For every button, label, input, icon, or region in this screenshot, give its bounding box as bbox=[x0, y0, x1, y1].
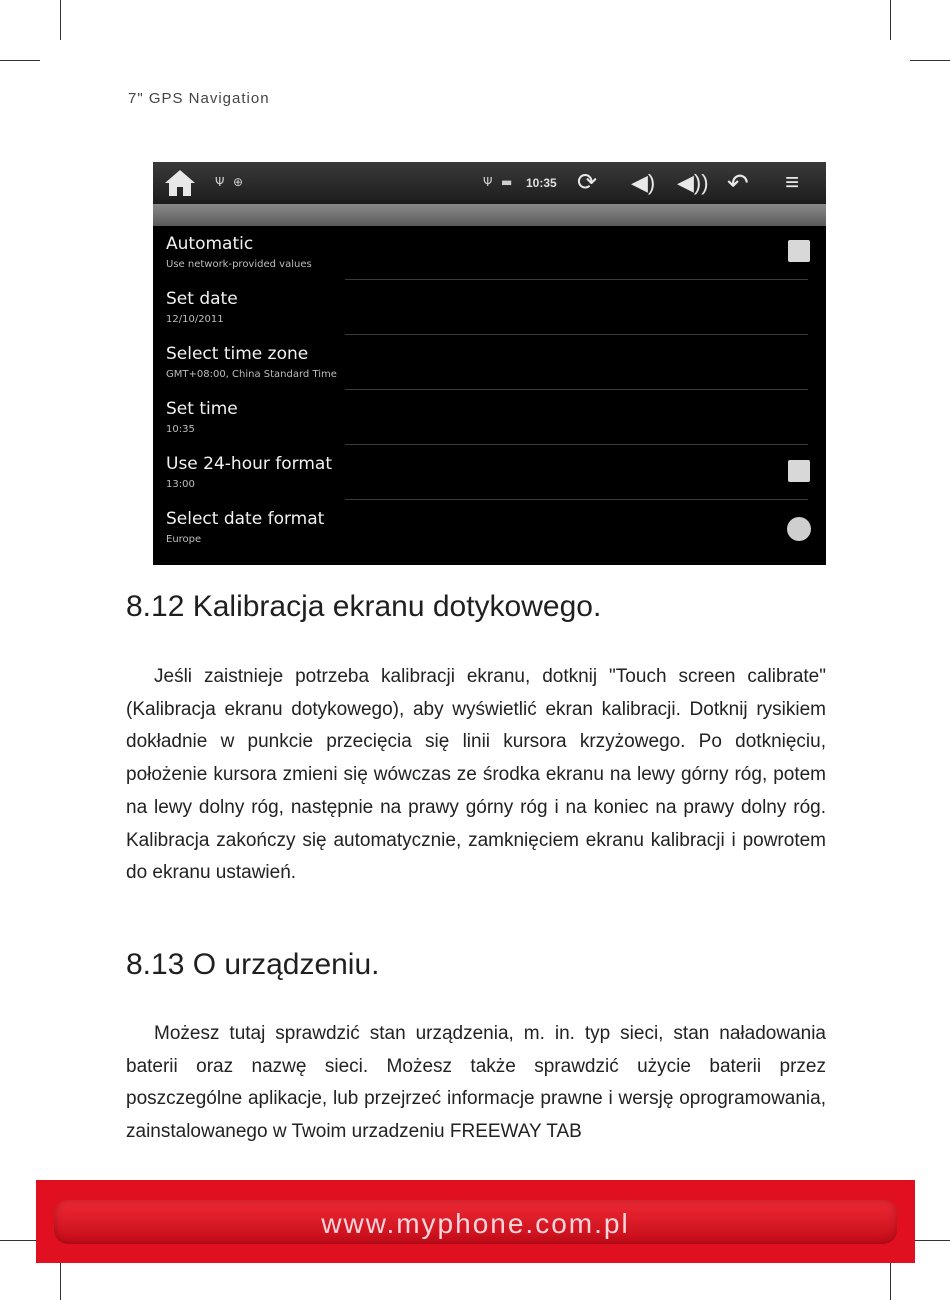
usb-icon: ⊕ bbox=[233, 175, 244, 189]
setting-title: Select time zone bbox=[166, 344, 309, 364]
setting-subtitle: 12/10/2011 bbox=[166, 314, 224, 325]
settings-row[interactable] bbox=[153, 336, 826, 390]
settings-row[interactable] bbox=[153, 391, 826, 445]
setting-title: Automatic bbox=[166, 234, 254, 254]
menu-icon[interactable]: ≡ bbox=[785, 169, 800, 196]
row-divider bbox=[345, 444, 808, 445]
setting-radio[interactable] bbox=[787, 517, 811, 541]
setting-title: Set date bbox=[166, 289, 238, 309]
volume-up-icon[interactable]: ◀)) bbox=[677, 170, 709, 195]
row-divider bbox=[345, 334, 808, 335]
section-heading-8-12: 8.12 Kalibracja ekranu dotykowego. bbox=[126, 590, 602, 623]
settings-row[interactable] bbox=[153, 501, 826, 555]
setting-checkbox[interactable] bbox=[788, 240, 810, 262]
signal-icon: Ψ bbox=[215, 175, 225, 189]
setting-title: Select date format bbox=[166, 509, 325, 529]
crop-mark bbox=[890, 0, 891, 40]
crop-mark bbox=[910, 60, 950, 61]
settings-row[interactable] bbox=[153, 281, 826, 335]
crop-mark bbox=[910, 1240, 950, 1241]
page-header: 7" GPS Navigation bbox=[128, 90, 270, 107]
status-time: 10:35 bbox=[526, 176, 557, 190]
row-divider bbox=[345, 279, 808, 280]
crop-mark bbox=[890, 1262, 891, 1300]
setting-subtitle: GMT+08:00, China Standard Time bbox=[166, 369, 337, 380]
setting-subtitle: Europe bbox=[166, 534, 202, 545]
setting-title: Use 24-hour format bbox=[166, 454, 332, 474]
wifi-icon: Ψ bbox=[483, 175, 493, 189]
settings-row[interactable] bbox=[153, 226, 826, 280]
paragraph-text: Możesz tutaj sprawdzić stan urządzenia, m. in. typ sieci, stan naładowania baterii oraz nazwę sieci. Możesz także sprawdzić użycie baterii przez poszczególne aplikacje, lub przejrzeć informacje prawne i wersję oprogramowania, zainstalowanego w Twoim urzadzeniu FREEWAY TAB bbox=[126, 1023, 826, 1143]
home-icon[interactable] bbox=[163, 168, 197, 204]
refresh-icon[interactable]: ⟳ bbox=[577, 169, 598, 196]
crop-mark bbox=[60, 1262, 61, 1300]
setting-checkbox[interactable] bbox=[788, 460, 810, 482]
settings-title-strip bbox=[153, 204, 826, 226]
status-bar bbox=[153, 162, 826, 204]
footer-pill bbox=[54, 1200, 897, 1244]
footer-url[interactable]: www.myphone.com.pl bbox=[321, 1208, 630, 1239]
setting-subtitle: 10:35 bbox=[166, 424, 195, 435]
crop-mark bbox=[60, 0, 61, 40]
crop-mark bbox=[0, 60, 40, 61]
device-screenshot bbox=[153, 162, 826, 565]
back-icon[interactable]: ↶ bbox=[727, 168, 749, 198]
volume-down-icon[interactable]: ◀) bbox=[631, 170, 656, 195]
section-heading-8-13: 8.13 O urządzeniu. bbox=[126, 948, 380, 981]
battery-icon: ▬ bbox=[501, 175, 513, 189]
footer-banner bbox=[36, 1180, 915, 1263]
setting-subtitle: 13:00 bbox=[166, 479, 195, 490]
section-paragraph-8-12 bbox=[126, 661, 826, 890]
crop-mark bbox=[0, 1240, 40, 1241]
settings-row[interactable] bbox=[153, 446, 826, 500]
paragraph-text: Jeśli zaistnieje potrzeba kalibracji ekranu, dotknij "Touch screen calibrate" (Kalibracja ekranu dotykowego), aby wyświetlić ekran kalibracji. Dotknij rysikiem dokładnie w punkcie przecięcia się linii kursora krzyżowego. Po dotknięciu, położenie kursora zmieni się wówczas ze środka ekranu na lewy górny róg, potem na lewy dolny róg, następnie na prawy górny róg i na koniec na prawy dolny róg. Kalibracja zakończy się automatycznie, zamknięciem ekranu kalibracji i powrotem do ekranu ustawień. bbox=[126, 666, 826, 884]
section-paragraph-8-13 bbox=[126, 1018, 826, 1149]
setting-subtitle: Use network-provided values bbox=[166, 259, 312, 270]
row-divider bbox=[345, 389, 808, 390]
row-divider bbox=[345, 499, 808, 500]
setting-title: Set time bbox=[166, 399, 238, 419]
